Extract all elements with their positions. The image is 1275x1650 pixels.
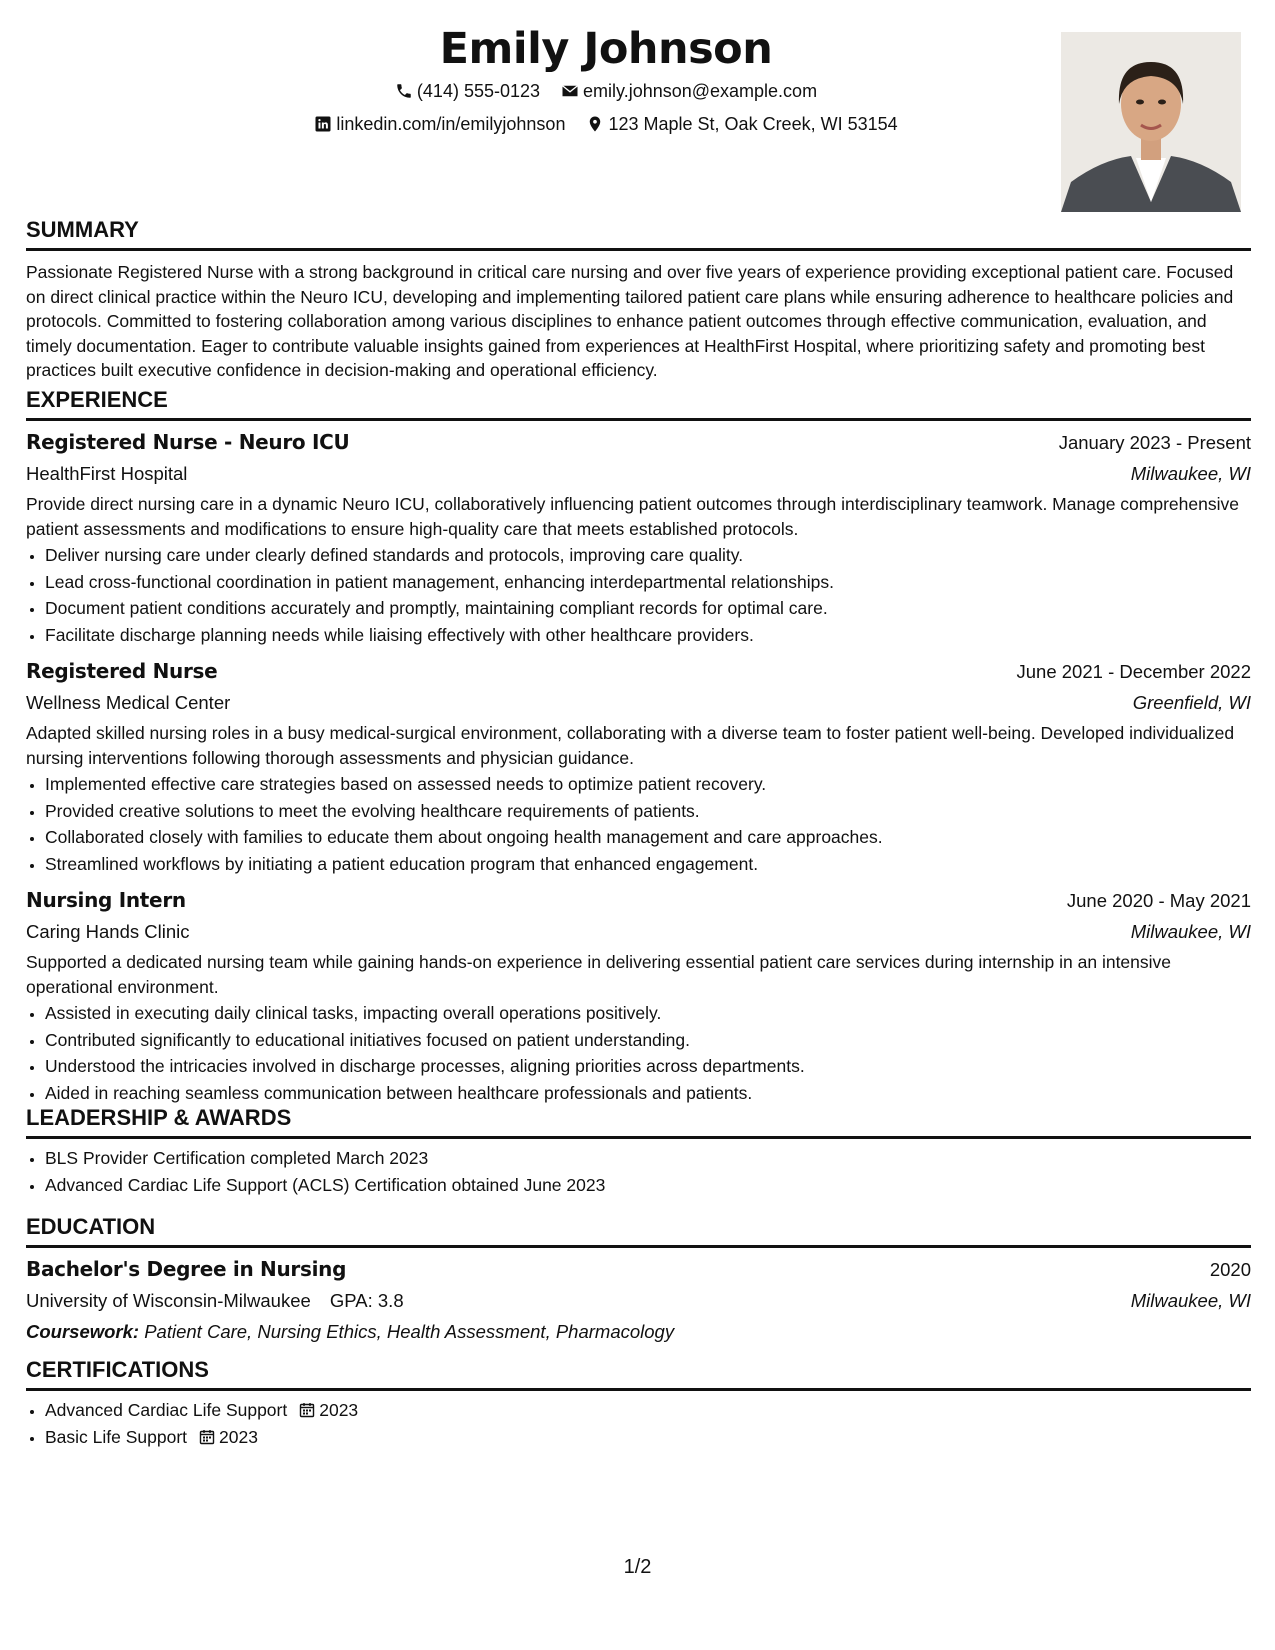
email-contact[interactable]: [561, 76, 817, 106]
job-entry: [26, 656, 1251, 877]
calendar-icon: [199, 1429, 215, 1445]
degree-title: Bachelor's Degree in Nursing: [26, 1257, 347, 1281]
list-item: • BLS Provider Certification completed March 2023: [45, 1145, 1251, 1172]
profile-photo: [1061, 32, 1241, 212]
leadership-list: [26, 1145, 1251, 1198]
list-item: • Collaborated closely with families to educate them about ongoing health management and care approaches.: [45, 824, 1251, 851]
linkedin-icon: [314, 115, 332, 133]
experience-section: [26, 386, 1251, 1106]
employer-name: HealthFirst Hospital: [26, 463, 188, 484]
leadership-section: [26, 1104, 1251, 1198]
contact-line-2: [0, 109, 1226, 142]
list-item: • Deliver nursing care under clearly defined standards and protocols, improving care quality.: [45, 542, 1251, 569]
job-location: Greenfield, WI: [1132, 692, 1251, 713]
certification-name: • Basic Life Support: [45, 1426, 188, 1447]
job-dates: January 2023 - Present: [1058, 432, 1251, 453]
summary-section: [26, 216, 1251, 383]
calendar-icon: [299, 1402, 315, 1418]
gpa: GPA: 3.8: [329, 1290, 404, 1311]
list-item: [45, 1397, 1251, 1424]
certification-year: 2023: [219, 1426, 258, 1447]
list-item: • Document patient conditions accurately and promptly, maintaining compliant records for optimal care.: [45, 595, 1251, 622]
coursework-label: Coursework:: [26, 1321, 140, 1342]
school-name: University of Wisconsin-Milwaukee: [26, 1290, 311, 1311]
list-item: • Contributed significantly to educational initiatives focused on patient understanding.: [45, 1027, 1251, 1054]
experience-heading: EXPERIENCE: [26, 387, 168, 412]
contact-line-1: [0, 76, 1226, 109]
resume-header: [26, 22, 1226, 142]
section-divider: [26, 1245, 1251, 1248]
phone-icon: [395, 82, 413, 100]
job-bullets: [26, 542, 1251, 648]
linkedin-text[interactable]: linkedin.com/in/emilyjohnson: [336, 114, 566, 134]
certification-name: • Advanced Cardiac Life Support: [45, 1400, 288, 1420]
job-description: Provide direct nursing care in a dynamic Neuro ICU, collaboratively influencing patient outcomes through interdisciplinary teamwork. Manage comprehensive patient assessments and modifications to ensure high-quality care that meets established protocols.: [26, 494, 1239, 539]
job-title: Registered Nurse: [26, 659, 218, 683]
coursework-list: Patient Care, Nursing Ethics, Health Assessment, Pharmacology: [144, 1321, 675, 1342]
job-location: Milwaukee, WI: [1130, 463, 1251, 484]
address-contact: [586, 109, 897, 139]
job-bullets: [26, 771, 1251, 877]
certifications-list: [26, 1397, 1251, 1450]
certification-year: 2023: [319, 1400, 359, 1420]
job-bullets: [26, 1000, 1251, 1106]
list-item: • Streamlined workflows by initiating a patient education program that enhanced engagement.: [45, 851, 1251, 878]
job-dates: June 2021 - December 2022: [1016, 661, 1251, 682]
list-item: [45, 1424, 1251, 1451]
list-item: • Advanced Cardiac Life Support (ACLS) Certification obtained June 2023: [45, 1172, 1251, 1199]
phone-text: (414) 555-0123: [416, 81, 541, 101]
list-item: • Aided in reaching seamless communication between healthcare professionals and patients.: [45, 1080, 1251, 1107]
candidate-name: Emily Johnson: [439, 24, 773, 74]
envelope-icon: [561, 82, 579, 100]
certifications-section: [26, 1356, 1251, 1450]
certifications-heading: CERTIFICATIONS: [26, 1357, 209, 1382]
job-entry: [26, 885, 1251, 1106]
list-item: • Lead cross-functional coordination in patient management, enhancing interdepartmental relationships.: [45, 569, 1251, 596]
job-description: Supported a dedicated nursing team while gaining hands-on experience in delivering essential patient care services during internship in an intensive operational environment.: [26, 952, 1172, 997]
job-title: Registered Nurse - Neuro ICU: [26, 430, 350, 454]
linkedin-contact[interactable]: [314, 109, 565, 139]
page-number: 1/2: [623, 1556, 652, 1578]
list-item: • Understood the intricacies involved in discharge processes, aligning priorities across departments.: [45, 1053, 1251, 1080]
section-divider: [26, 1388, 1251, 1391]
phone-contact: [395, 76, 540, 106]
list-item: • Implemented effective care strategies based on assessed needs to optimize patient recovery.: [45, 771, 1251, 798]
school-location: Milwaukee, WI: [1130, 1290, 1251, 1311]
job-entry: [26, 427, 1251, 648]
summary-heading: SUMMARY: [26, 217, 139, 242]
job-description: Adapted skilled nursing roles in a busy medical-surgical environment, collaborating with a diverse team to foster patient well-being. Developed individualized nursing interventions following thorough assessments and physician guidance.: [26, 723, 1235, 768]
resume-page: [26, 0, 1251, 1650]
employer-name: Wellness Medical Center: [26, 692, 231, 713]
leadership-heading: LEADERSHIP & AWARDS: [26, 1105, 292, 1130]
education-section: [26, 1213, 1251, 1347]
summary-text: Passionate Registered Nurse with a strong background in critical care nursing and over five years of experience providing exceptional patient care. Focused on direct clinical practice within the Neuro ICU, developing and implementing tailored patient care plans while ensuring adherence to healthcare policies and protocols. Committed to fostering collaboration among various disciplines to enhance patient outcomes through effective communication, evaluation, and timely documentation. Eager to contribute valuable insights gained from experiences at HealthFirst Hospital, where prioritizing safety and promoting best practices built executive confidence in decision-making and operational efficiency.: [26, 262, 1234, 380]
coursework: [26, 1317, 1251, 1347]
list-item: • Provided creative solutions to meet the evolving healthcare requirements of patients.: [45, 798, 1251, 825]
education-heading: EDUCATION: [26, 1214, 156, 1239]
email-text[interactable]: emily.johnson@example.com: [583, 81, 818, 101]
section-divider: [26, 248, 1251, 251]
job-title: Nursing Intern: [26, 888, 186, 912]
section-divider: [26, 1136, 1251, 1139]
graduation-year: 2020: [1209, 1259, 1251, 1280]
map-pin-icon: [586, 115, 604, 133]
section-divider: [26, 418, 1251, 421]
job-location: Milwaukee, WI: [1130, 921, 1251, 942]
list-item: • Facilitate discharge planning needs while liaising effectively with other healthcare providers.: [45, 622, 1251, 649]
list-item: • Assisted in executing daily clinical tasks, impacting overall operations positively.: [45, 1000, 1251, 1027]
employer-name: Caring Hands Clinic: [26, 921, 190, 942]
job-dates: June 2020 - May 2021: [1066, 890, 1251, 911]
address-text: 123 Maple St, Oak Creek, WI 53154: [608, 114, 898, 134]
